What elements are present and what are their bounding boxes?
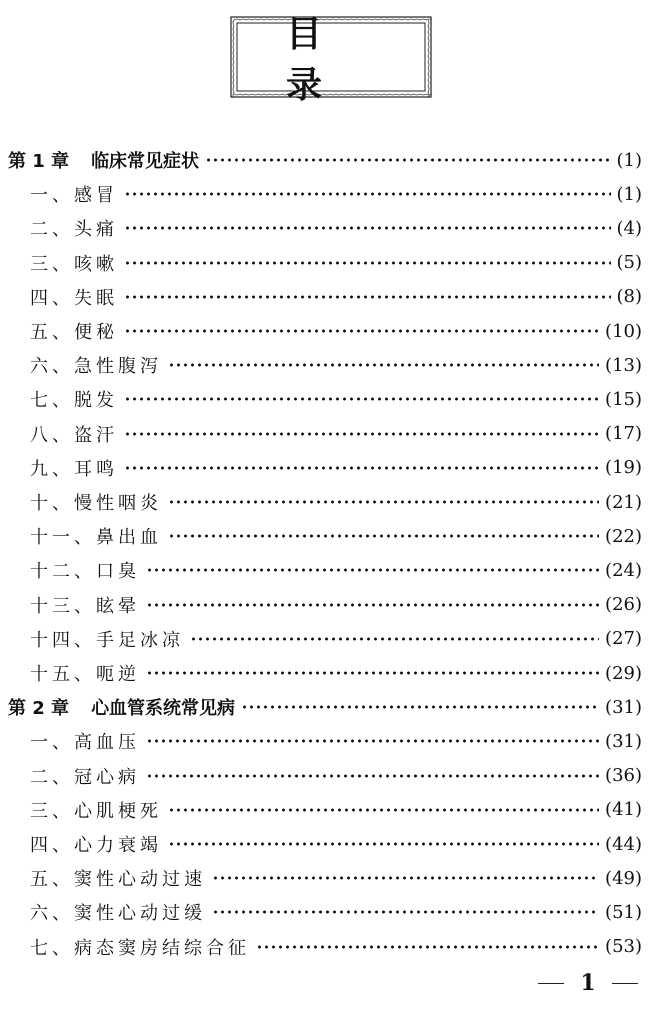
page-ref: (4) [616, 217, 642, 239]
page-footer [538, 968, 638, 998]
toc-section-row[interactable] [30, 417, 642, 451]
dot-leader [168, 835, 599, 853]
toc-section-row[interactable] [30, 451, 642, 485]
page-ref: (15) [605, 388, 642, 410]
page-ref: (1) [616, 149, 642, 171]
toc-section-row[interactable] [30, 724, 642, 758]
dot-leader [168, 356, 599, 374]
dot-leader [168, 527, 599, 545]
toc-section-row[interactable] [30, 793, 642, 827]
footer-dash-left [538, 983, 564, 984]
dot-leader [146, 596, 599, 614]
page-ref: (29) [605, 662, 642, 684]
footer-dash-right [612, 983, 638, 984]
dot-leader [146, 561, 599, 579]
toc-section-row[interactable] [30, 211, 642, 245]
chapter-title: 临床常见症状 [91, 151, 200, 172]
section-title: 十三、眩晕 [30, 595, 140, 617]
section-title: 十五、呃逆 [30, 664, 140, 685]
section-title: 八、盗汗 [30, 424, 118, 446]
toc-section-row[interactable] [30, 382, 642, 416]
page-ref: (19) [605, 457, 642, 479]
toc-section-row[interactable] [30, 314, 642, 348]
dot-leader [124, 288, 611, 306]
page-ref: (53) [605, 936, 642, 958]
toc-section-row[interactable] [30, 861, 642, 895]
toc-section-row[interactable] [30, 827, 642, 861]
toc-section-row[interactable] [30, 485, 642, 519]
toc-section-row[interactable] [30, 930, 642, 964]
title-frame [228, 14, 434, 106]
dot-leader [146, 732, 599, 750]
page-ref: (51) [605, 901, 642, 923]
toc-section-row[interactable] [30, 177, 642, 211]
toc-section-row[interactable] [30, 622, 642, 656]
dot-leader [168, 801, 599, 819]
dot-leader [124, 322, 599, 340]
dot-leader [124, 254, 611, 272]
dot-leader [168, 493, 599, 511]
dot-leader [146, 767, 599, 785]
section-title: 九、耳鸣 [30, 458, 118, 480]
page-ref: (31) [605, 696, 642, 718]
toc-section-row[interactable] [30, 553, 642, 587]
page-title: 目录 [286, 14, 381, 106]
page-ref: (13) [605, 354, 642, 376]
section-title: 四、失眠 [30, 287, 118, 309]
section-title: 十一、鼻出血 [30, 527, 162, 549]
page-ref: (27) [605, 628, 642, 650]
section-title: 五、窦性心动过速 [30, 869, 206, 891]
dot-leader [124, 219, 611, 237]
toc-section-row[interactable] [30, 348, 642, 382]
page-ref: (41) [605, 799, 642, 821]
section-title: 七、脱发 [30, 390, 118, 412]
section-title: 七、病态窦房结综合征 [30, 937, 250, 959]
dot-leader [124, 425, 599, 443]
dot-leader [205, 151, 610, 169]
page-number: 1 [580, 970, 596, 996]
dot-leader [256, 938, 599, 956]
dot-leader [146, 664, 599, 682]
page-ref: (10) [605, 320, 642, 342]
section-title: 十二、口臭 [30, 561, 140, 583]
section-title: 六、窦性心动过缓 [30, 903, 206, 925]
chapter-title: 心血管系统常见病 [91, 698, 236, 720]
toc-section-row[interactable] [30, 759, 642, 793]
dot-leader [124, 185, 611, 203]
page-ref: (1) [616, 183, 642, 205]
section-title: 五、便秘 [30, 322, 118, 343]
chapter-number: 第 2 章 [8, 698, 70, 720]
section-title: 六、急性腹泻 [30, 356, 162, 378]
toc-chapter-row[interactable] [8, 690, 642, 724]
dot-leader [241, 698, 599, 716]
page-ref: (8) [616, 286, 642, 308]
dot-leader [212, 869, 599, 887]
section-title: 一、高血压 [30, 732, 140, 754]
page-ref: (44) [605, 833, 642, 855]
toc-section-row[interactable] [30, 656, 642, 690]
toc-section-row[interactable] [30, 519, 642, 553]
section-title: 二、头痛 [30, 219, 118, 241]
page-ref: (26) [605, 594, 642, 616]
section-title: 二、冠心病 [30, 766, 140, 788]
toc-section-row[interactable] [30, 895, 642, 929]
page-ref: (31) [605, 730, 642, 752]
page-ref: (49) [605, 867, 642, 889]
chapter-number: 第 1 章 [8, 151, 70, 172]
section-title: 三、心肌梗死 [30, 800, 162, 822]
toc-section-row[interactable] [30, 588, 642, 622]
page-ref: (21) [605, 491, 642, 513]
dot-leader [124, 390, 599, 408]
section-title: 三、咳嗽 [30, 253, 118, 275]
page-ref: (17) [605, 423, 642, 445]
toc-section-row[interactable] [30, 246, 642, 280]
section-title: 十、慢性咽炎 [30, 493, 162, 514]
page-ref: (5) [616, 252, 642, 274]
page-ref: (24) [605, 559, 642, 581]
toc-section-row[interactable] [30, 280, 642, 314]
section-title: 十四、手足冰凉 [30, 629, 184, 651]
dot-leader [124, 459, 599, 477]
toc-chapter-row[interactable] [8, 143, 642, 177]
dot-leader [212, 903, 599, 921]
page-ref: (22) [605, 525, 642, 547]
section-title: 一、感冒 [30, 185, 118, 207]
dot-leader [190, 630, 599, 648]
page-ref: (36) [605, 765, 642, 787]
section-title: 四、心力衰竭 [30, 835, 162, 856]
